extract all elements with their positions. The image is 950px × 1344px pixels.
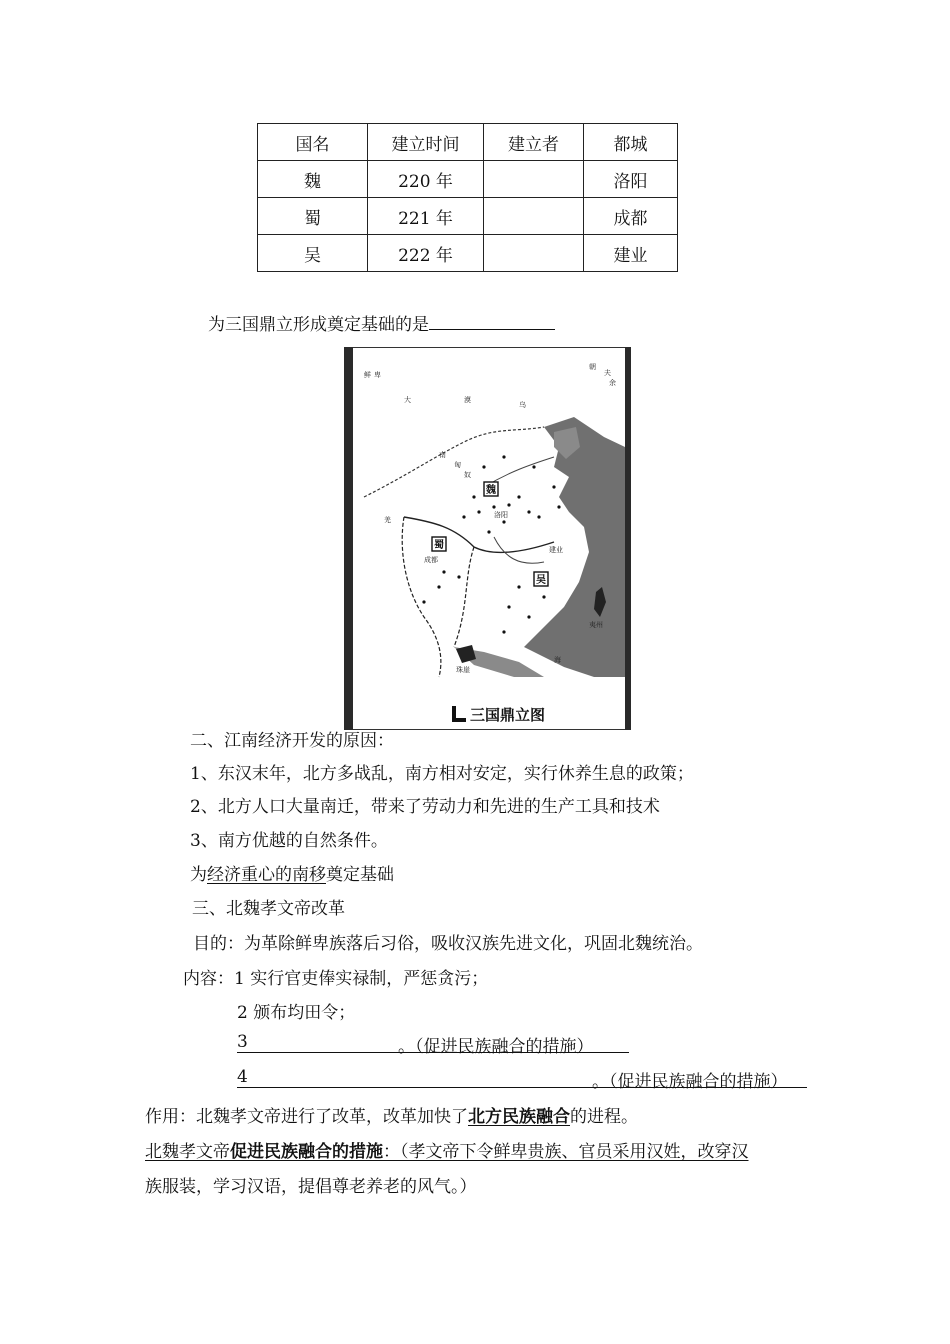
table-cell: 221 年 (368, 198, 484, 235)
effect-prefix: 作用：北魏孝文帝进行了改革，改革加快了 (145, 1107, 468, 1127)
map-label: 南 (439, 451, 446, 459)
measures-lead: 北魏孝文帝 (145, 1142, 230, 1162)
table-header-cell: 国名 (258, 124, 368, 161)
wei-border (404, 517, 554, 552)
map-label-wei: 魏 (486, 485, 496, 496)
section3-content1: 内容：1 实行官吏俸实禄制，严惩贪污； (183, 969, 489, 989)
section3-content3 (237, 1032, 248, 1052)
table-header-row (258, 124, 678, 161)
table-cell: 建业 (584, 235, 678, 272)
table-cell: 222 年 (368, 235, 484, 272)
map-label: 卑 (374, 371, 381, 379)
map-label: 大 (404, 396, 411, 404)
table-row (258, 235, 678, 272)
three-kingdoms-map (344, 347, 631, 730)
map-drawing (344, 347, 631, 730)
section3-content4 (237, 1067, 248, 1087)
content3-underline (237, 1052, 629, 1053)
table-cell (484, 161, 584, 198)
question-line (208, 310, 555, 335)
section3-measures-line1 (145, 1137, 749, 1162)
effect-bold: 北方民族融合 (468, 1107, 570, 1127)
shu-wu-border (454, 547, 474, 647)
map-label: 成都 (424, 556, 438, 564)
content4-underline (237, 1087, 807, 1088)
content4-note: 。（促进民族融合的措施） (592, 1072, 788, 1092)
question-text: 为三国鼎立形成奠定基础的是 (208, 315, 429, 335)
section2-conclusion (190, 860, 394, 885)
section2-item: 3、南方优越的自然条件。 (190, 831, 388, 851)
table-cell: 成都 (584, 198, 678, 235)
map-label: 建业 (549, 546, 563, 554)
table-cell (484, 198, 584, 235)
table-cell: 洛阳 (584, 161, 678, 198)
map-label: 羌 (384, 516, 391, 524)
measures-text: ：（孝文帝下令鲜卑贵族、官员采用汉姓，改穿汉 (383, 1142, 749, 1162)
map-label: 鲜 (364, 371, 371, 379)
map-caption-text: 三国鼎立图 (470, 705, 546, 724)
table-header-cell: 建立时间 (368, 124, 484, 161)
map-label: 余 (609, 379, 616, 387)
map-label: 夫 (604, 369, 611, 377)
answer-blank (429, 311, 555, 330)
section3-purpose: 目的：为革除鲜卑族落后习俗，吸收汉族先进文化，巩固北魏统治。 (193, 934, 703, 954)
content4-number: 4 (237, 1067, 248, 1087)
map-label: 漠 (464, 396, 471, 404)
section2-item: 1、东汉末年，北方多战乱，南方相对安定，实行休养生息的政策； (190, 764, 694, 784)
section3-content2: 2 颁布均田令； (237, 1003, 356, 1023)
caption-icon (452, 706, 466, 722)
map-label-shu: 蜀 (434, 540, 444, 551)
section3-measures-line2: 族服装，学习汉语，提倡尊老养老的风气。） (145, 1177, 477, 1197)
map-label-wu: 吴 (536, 575, 546, 586)
table-header-cell: 都城 (584, 124, 678, 161)
section2-heading: 二、江南经济开发的原因： (190, 731, 394, 751)
table-row (258, 198, 678, 235)
section3-heading: 三、北魏孝文帝改革 (192, 899, 345, 919)
map-label: 洛阳 (494, 511, 508, 519)
effect-suffix: 的进程。 (570, 1107, 638, 1127)
map-label: 乌 (519, 401, 526, 409)
river-yangtze (494, 537, 544, 563)
measures-bold: 促进民族融合的措施 (230, 1142, 383, 1162)
section3-effect (145, 1102, 638, 1127)
table-cell: 220 年 (368, 161, 484, 198)
table-header-cell: 建立者 (484, 124, 584, 161)
content3-number: 3 (237, 1032, 248, 1052)
conclusion-prefix: 为 (190, 865, 207, 885)
map-label: 奴 (464, 471, 471, 479)
map-label: 夷州 (589, 621, 603, 629)
table-cell: 吴 (258, 235, 368, 272)
conclusion-suffix: 奠定基础 (326, 865, 394, 885)
map-label: 珠崖 (456, 666, 470, 674)
table-cell: 蜀 (258, 198, 368, 235)
conclusion-underlined: 经济重心的南移 (207, 865, 326, 885)
map-label: 朝 (589, 363, 596, 371)
map-label: 海 (554, 656, 561, 664)
table-cell (484, 235, 584, 272)
table-cell: 魏 (258, 161, 368, 198)
states-table (257, 123, 678, 272)
section2-item: 2、北方人口大量南迁，带来了劳动力和先进的生产工具和技术 (190, 797, 660, 817)
content3-note: 。（促进民族融合的措施） (398, 1037, 594, 1057)
map-label: 匈 (454, 461, 461, 469)
map-caption (452, 702, 556, 726)
table-row (258, 161, 678, 198)
